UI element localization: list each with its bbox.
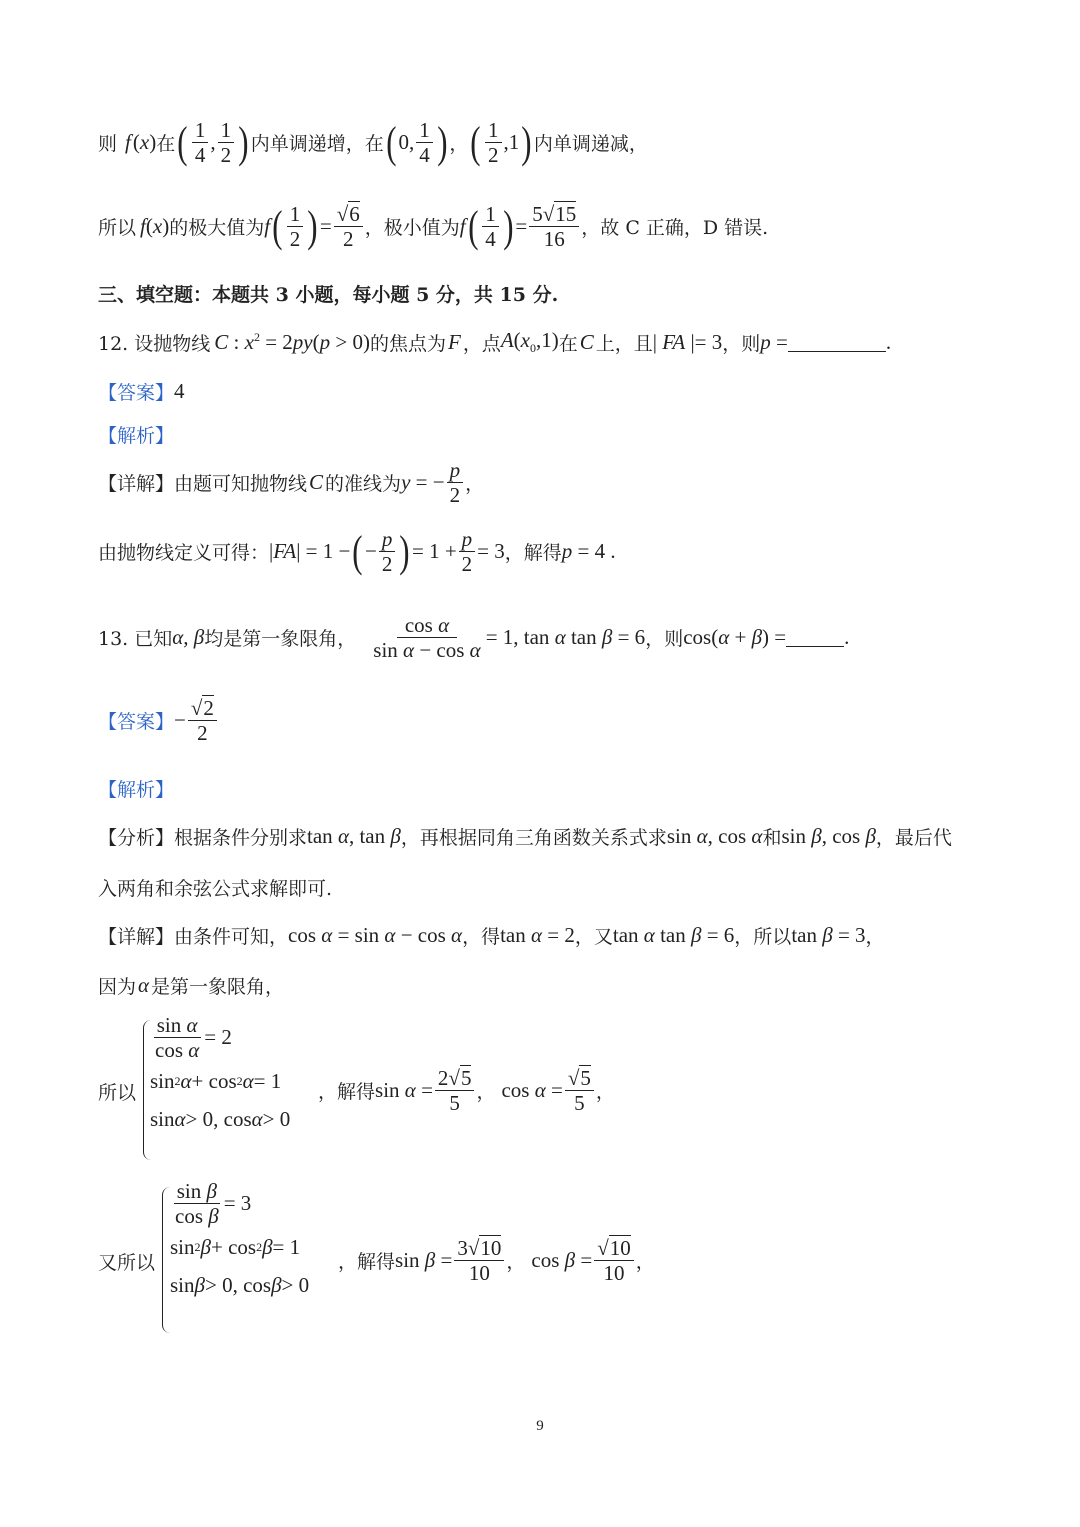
- analysis-12-tag: 【解析】: [98, 425, 175, 447]
- line-monotonic: 则 f ( x ) 在 ( $\frac{1}{4}$ , $\frac{1}{2}$ ) 内单调递增，在 ( 0, $\frac{1}{4}$ ) ， ( $\frac{1}{2}$ ,1 ) 内单调递减，: [98, 117, 648, 167]
- system-1-prefix: 所以: [98, 1082, 137, 1104]
- system-2-prefix: 又所以: [98, 1252, 156, 1274]
- system-2-result: ，解得 sin β = $\frac{3√10}{10}$ ， cos β = $\frac{√10}{10}$ ，: [338, 1236, 655, 1285]
- system-1: $\frac{\text{sin α}}{\text{cos α}}$ = 2 sin 2 α + cos 2 α = 1 sin α > 0, cos α > 0: [150, 1012, 291, 1131]
- section-heading: 三、填空题：本题共 3 小题，每小题 5 分，共 15 分.: [98, 284, 559, 306]
- analysis-13-tag: 【解析】: [98, 779, 175, 801]
- page-number: 9: [536, 1418, 544, 1434]
- summary-13-line2: 入两角和余弦公式求解即可.: [98, 878, 333, 900]
- answer-13: 【答案】 − $\frac{√2}{2}$: [98, 696, 219, 745]
- system-1-result: ，解得 sin α = $\frac{2√5}{5}$ ， cos α = $\frac{√5}{5}$ ，: [318, 1066, 615, 1115]
- line-extrema: 所以 f ( x ) 的极大值为 f ( $\frac{1}{2}$ ) = $\frac{√6}{2}$ ，极小值为 f ( $\frac{1}{4}$ ) = $\frac{5√15}{16}$ ，故 C 正确，D 错误.: [98, 201, 769, 251]
- detail-12-line1: 【详解】 由题可知抛物线 C 的准线为 y = − $\frac{p}{2}$ ，: [98, 458, 485, 507]
- summary-13-line1: 【分析】 根据条件分别求 tan α, tan β ，再根据同角三角函数关系式求 sin α, cos α 和 sin β, cos β ，最后代: [98, 824, 952, 849]
- detail-12-line2: 由抛物线定义可得： |FA| = 1 − ( − $\frac{p}{2}$ ) = 1 + $\frac{p}{2}$ = 3 ，解得 p = 4 .: [98, 526, 616, 576]
- detail-13-line2: 因为 α 是第一象限角，: [98, 973, 285, 998]
- answer-12: 【答案】 4: [98, 379, 185, 404]
- detail-13-line1: 【详解】 由条件可知， cos α = sin α − cos α ，得 tan α = 2 ，又 tan α tan β = 6 ，所以 tan β = 3 ，: [98, 923, 885, 948]
- system-2: $\frac{\text{sin β}}{\text{cos β}}$ = 3 sin 2 β + cos 2 β = 1 sin β > 0, cos β > 0: [170, 1178, 310, 1297]
- question-12: 12. 设抛物线 C : $x^2 = 2py(p > 0)$ 的焦点为 F ，点 $A(x_0,1)$ 在 C 上，且 | FA |= 3 ，则 p = .: [98, 328, 892, 356]
- question-13: 13. 已知 α, β 均是第一象限角， $\frac{\text{cos α}}{\text{sin α − cos α}}$ = 1, tan α tan β = 6 ，则 cos(α + β) = .: [98, 613, 850, 662]
